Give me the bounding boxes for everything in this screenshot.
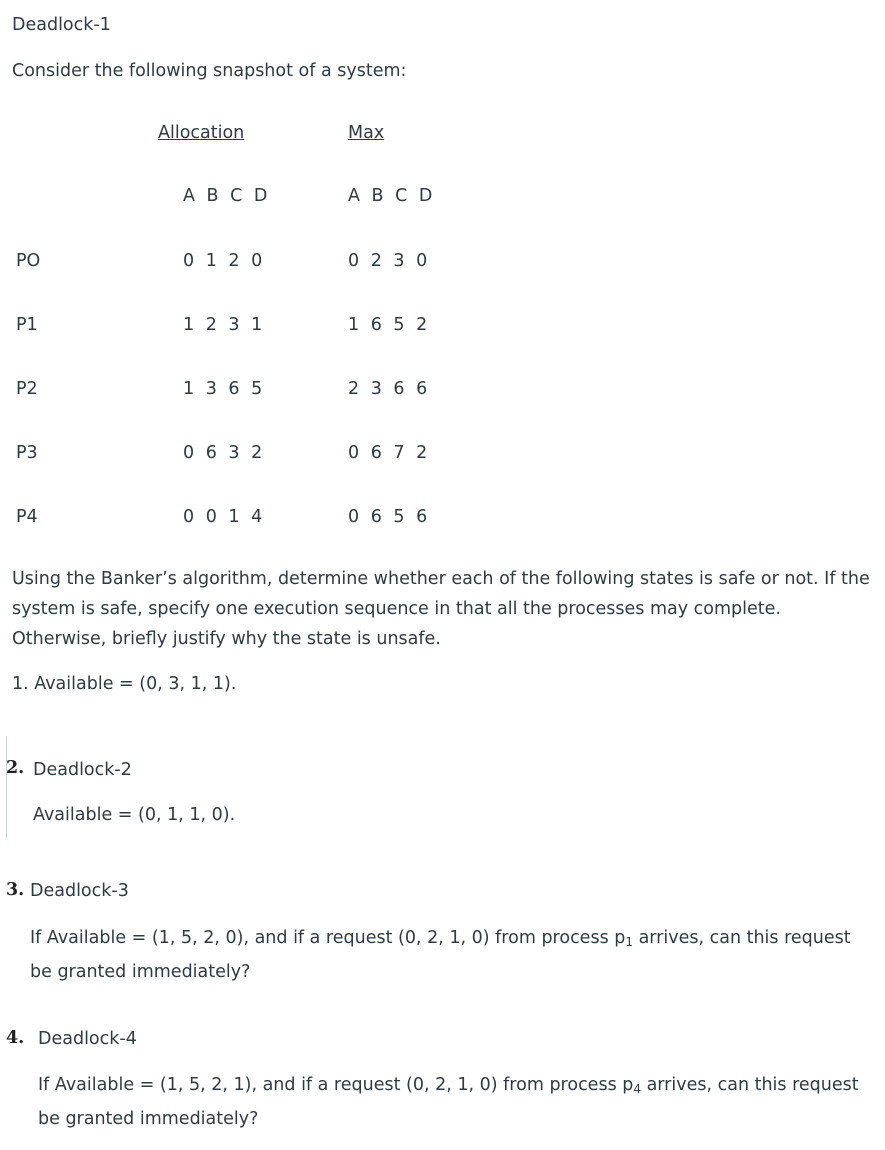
question-2-text: Available = (0, 1, 1, 0). <box>33 805 236 825</box>
process-subscript: 1 <box>625 935 633 949</box>
max-values: 2 3 6 6 <box>348 379 431 399</box>
heading-deadlock-1: Deadlock-1 <box>12 15 111 35</box>
process-label: P3 <box>16 443 38 463</box>
allocation-values: 0 0 1 4 <box>183 507 266 527</box>
instructions-text: Using the Banker’s algorithm, determine whether each of the following states is safe or not. If the system is safe, specify one execution sequence in that all the processes may complete. Otherwise, briefly justify why the state is unsafe. <box>12 569 870 649</box>
question-3-title: Deadlock-3 <box>30 881 129 901</box>
question-3-text: If Available = (1, 5, 2, 0), and if a request (0, 2, 1, 0) from process $p_1$ arrives, can this request be granted immediately? <box>30 928 851 982</box>
allocation-values: 0 6 3 2 <box>183 443 266 463</box>
question-2-number: 2. <box>6 758 25 778</box>
question-4-text: If Available = (1, 5, 2, 1), and if a request (0, 2, 1, 0) from process $p_4$ arrives, can this request be granted immediately? <box>38 1075 859 1129</box>
allocation-resources: A B C D <box>183 186 271 206</box>
allocation-header: Allocation <box>158 123 245 143</box>
max-values: 0 6 7 2 <box>348 443 431 463</box>
process-label: PO <box>16 251 41 271</box>
question-3-number: 3. <box>6 880 25 900</box>
max-resources: A B C D <box>348 186 436 206</box>
quote-bar <box>6 736 7 838</box>
process-label: P4 <box>16 507 38 527</box>
question-4-title: Deadlock-4 <box>38 1029 137 1049</box>
max-header: Max <box>348 123 385 143</box>
process-label: P1 <box>16 315 38 335</box>
max-values: 0 2 3 0 <box>348 251 431 271</box>
max-values: 1 6 5 2 <box>348 315 431 335</box>
question-4-number: 4. <box>6 1028 25 1048</box>
process-label: P2 <box>16 379 38 399</box>
allocation-values: 1 2 3 1 <box>183 315 266 335</box>
max-values: 0 6 5 6 <box>348 507 431 527</box>
intro-text: Consider the following snapshot of a system: <box>12 61 407 81</box>
process-subscript: 4 <box>633 1082 641 1096</box>
allocation-values: 0 1 2 0 <box>183 251 266 271</box>
allocation-values: 1 3 6 5 <box>183 379 266 399</box>
question-1: 1. Available = (0, 3, 1, 1). <box>12 674 237 694</box>
question-2-title: Deadlock-2 <box>33 760 132 780</box>
